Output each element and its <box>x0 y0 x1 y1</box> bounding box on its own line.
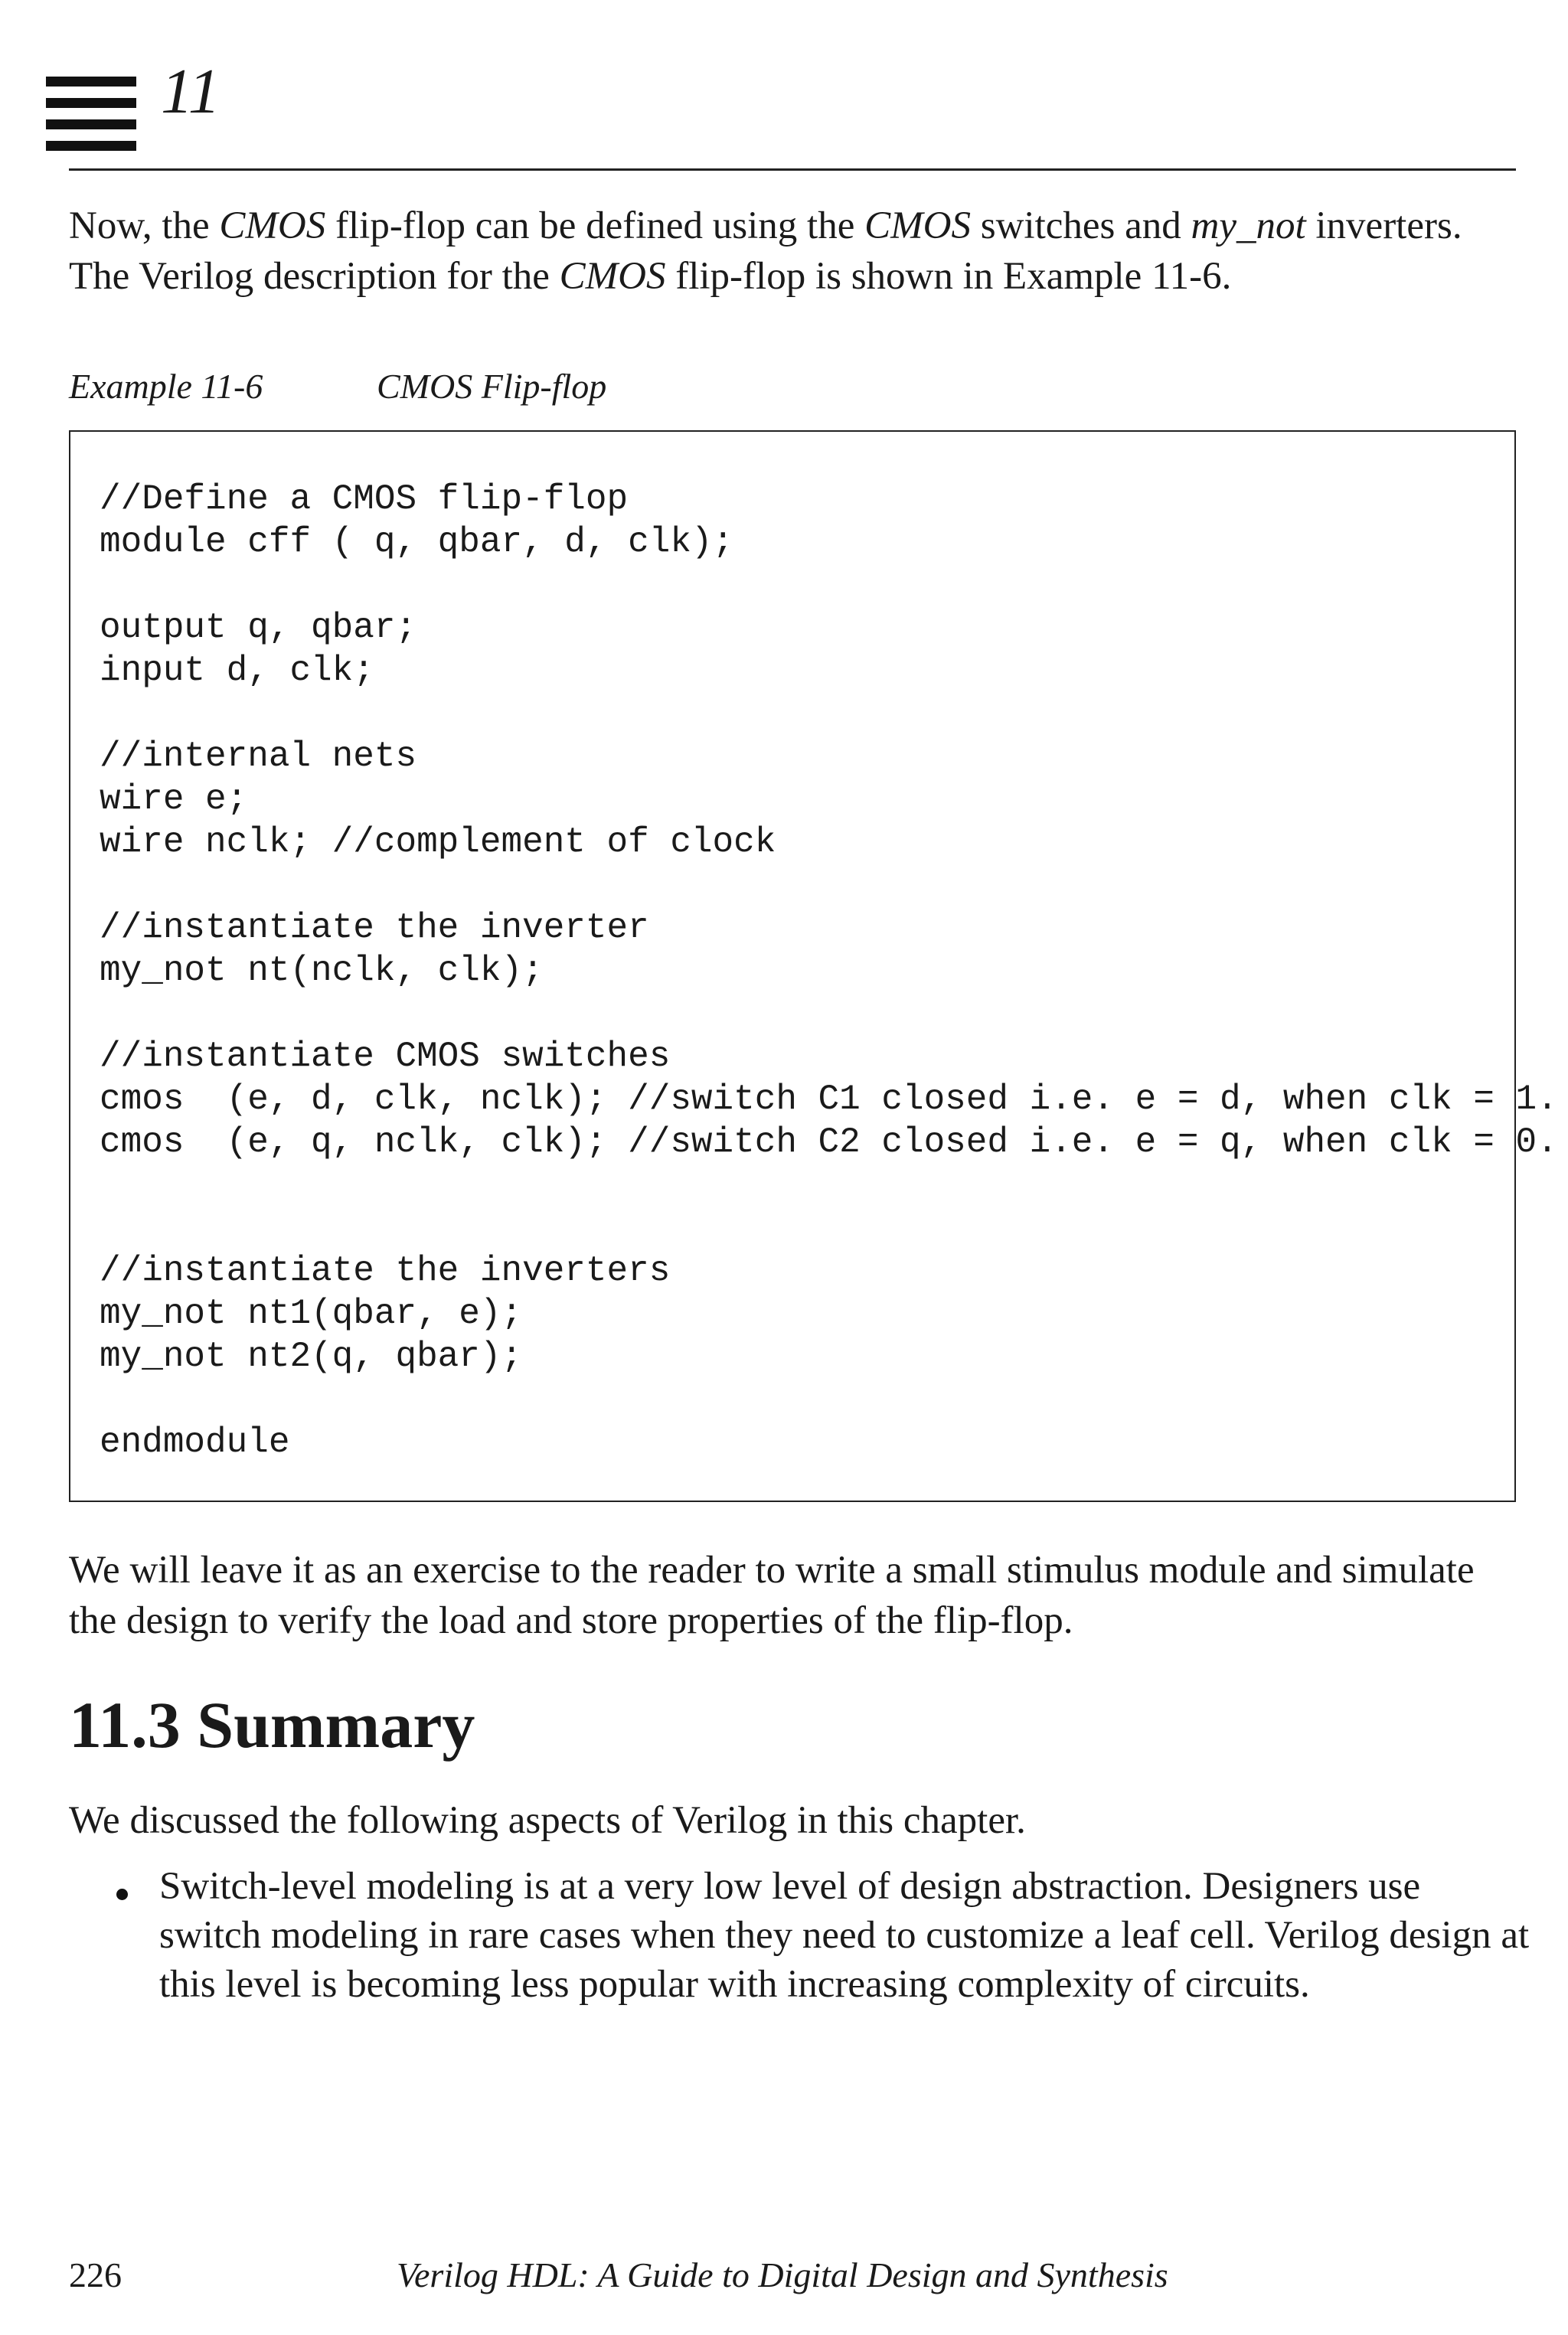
code-line: cmos (e, q, nclk, clk); //switch C2 closed i.e. e = q, when clk = 0. <box>100 1122 1558 1162</box>
code-line: module cff ( q, qbar, d, clk); <box>100 522 734 562</box>
code-line: my_not nt(nclk, clk); <box>100 951 544 991</box>
code-line: cmos (e, d, clk, nclk); //switch C1 closed i.e. e = d, when clk = 1. <box>100 1079 1558 1119</box>
code-line: input d, clk; <box>100 651 374 691</box>
code-line: //instantiate the inverter <box>100 908 649 948</box>
code-line: my_not nt1(qbar, e); <box>100 1294 523 1334</box>
intro-paragraph: Now, the CMOS flip-flop can be defined using the CMOS switches and my_not inverters. The Verilog description for the CMOS flip-flop is shown in Example 11-6. <box>69 204 1462 298</box>
exercise-paragraph: We will leave it as an exercise to the reader to write a small stimulus module and simulate the design to verify the load and store properties of the flip-flop. <box>69 1549 1475 1642</box>
page-number: 226 <box>69 2255 122 2294</box>
code-line: my_not nt2(q, qbar); <box>100 1337 523 1377</box>
code-line: //internal nets <box>100 736 417 776</box>
bullet-icon <box>116 1889 128 1900</box>
code-listing <box>69 430 1558 1502</box>
running-footer-title: Verilog HDL: A Guide to Digital Design and Synthesis <box>397 2255 1168 2294</box>
example-label: Example 11-6 <box>69 367 263 406</box>
code-line: wire e; <box>100 779 248 819</box>
chapter-marker-icon <box>46 77 136 152</box>
code-line: //instantiate the inverters <box>100 1251 671 1291</box>
section-heading: 11.3 Summary <box>69 1688 475 1762</box>
code-line: endmodule <box>100 1422 290 1462</box>
code-line: wire nclk; //complement of clock <box>100 822 776 862</box>
chapter-number: 11 <box>161 56 220 127</box>
code-line: //instantiate CMOS switches <box>100 1037 671 1076</box>
summary-intro: We discussed the following aspects of Verilog in this chapter. <box>69 1799 1026 1842</box>
example-caption <box>69 366 607 407</box>
code-line: output q, qbar; <box>100 608 417 648</box>
summary-bullet: Switch-level modeling is at a very low level of design abstraction. Designers use switch modeling in rare cases when they need to customize a leaf cell. Verilog design at this level is becoming less popular with increasing complexity of circuits. <box>159 1865 1530 2006</box>
header-divider <box>69 168 1516 171</box>
example-title: CMOS Flip-flop <box>377 367 607 406</box>
code-line: //Define a CMOS flip-flop <box>100 479 629 519</box>
